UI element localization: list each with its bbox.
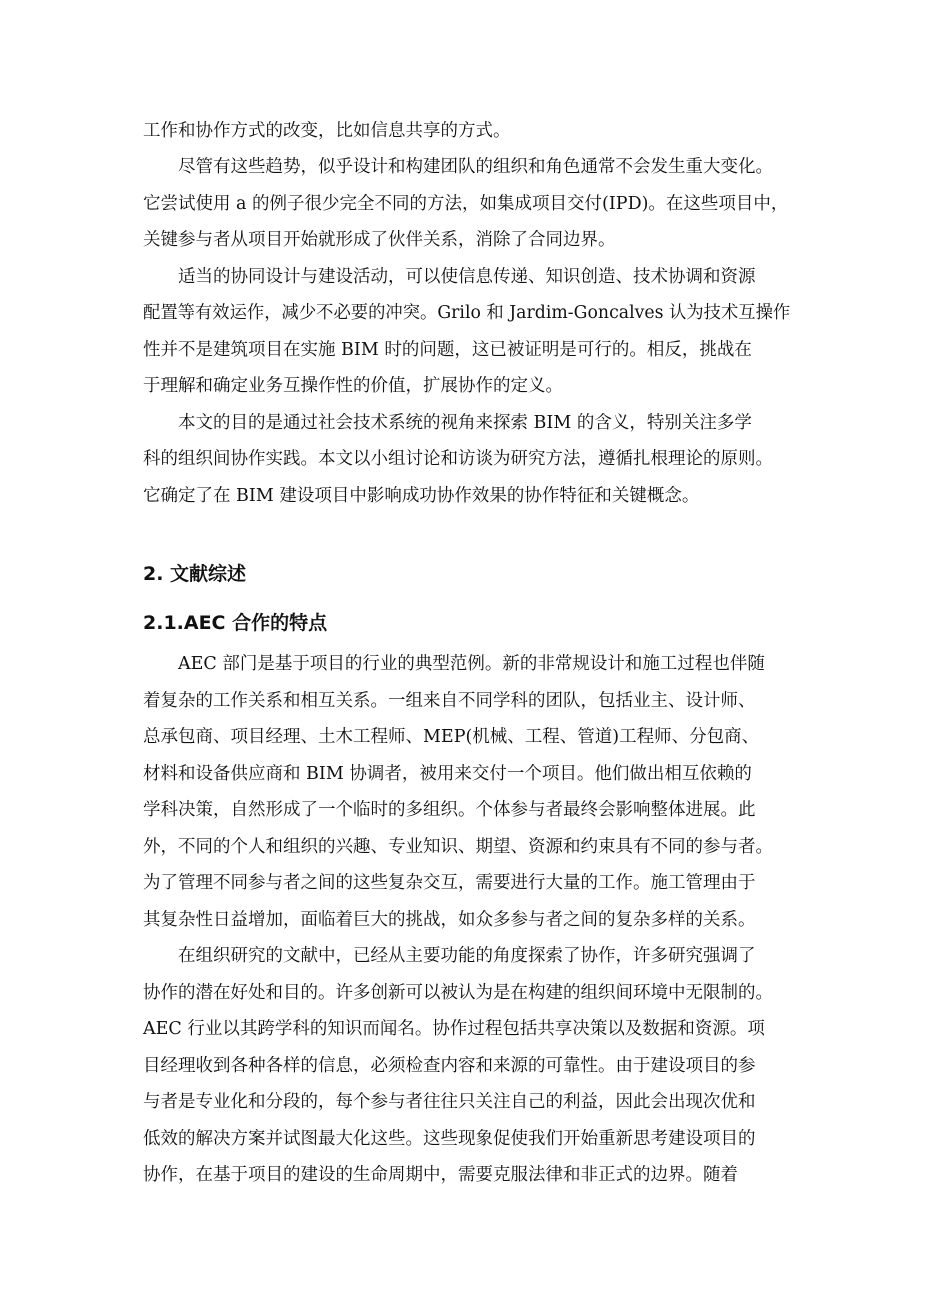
- section-paragraph-2-line-4: 目经理收到各种各样的信息，必须检查内容和来源的可靠性。由于建设项目的参: [143, 1056, 756, 1076]
- section-paragraph-1-line-2: 着复杂的工作关系和相互关系。一组来自不同学科的团队，包括业主、设计师、: [143, 691, 756, 711]
- paragraph-3-line-4: 于理解和确定业务互操作性的价值，扩展协作的定义。: [143, 376, 563, 396]
- paragraph-2-line-3: 关键参与者从项目开始就形成了伙伴关系，消除了合同边界。: [143, 230, 616, 250]
- section-heading: 2. 文献综述: [143, 563, 247, 585]
- section-paragraph-2-line-1: 在组织研究的文献中，已经从主要功能的角度探索了协作，许多研究强调了: [178, 946, 756, 966]
- paragraph-3-line-3: 性并不是建筑项目在实施 BIM 时的问题，这已被证明是可行的。相反，挑战在: [143, 340, 752, 360]
- section-paragraph-1-line-3: 总承包商、项目经理、土木工程师、MEP(机械、工程、管道)工程师、分包商、: [143, 727, 760, 747]
- section-paragraph-2-line-5: 与者是专业化和分段的，每个参与者往往只关注自己的利益，因此会出现次优和: [143, 1092, 756, 1112]
- section-paragraph-2-line-6: 低效的解决方案并试图最大化这些。这些现象促使我们开始重新思考建设项目的: [143, 1129, 756, 1149]
- paragraph-1-line-1: 工作和协作方式的改变，比如信息共享的方式。: [143, 121, 511, 141]
- section-paragraph-1-line-7: 为了管理不同参与者之间的这些复杂交互，需要进行大量的工作。施工管理由于: [143, 873, 756, 893]
- paragraph-2-line-1: 尽管有这些趋势，似乎设计和构建团队的组织和角色通常不会发生重大变化。: [178, 157, 773, 177]
- section-paragraph-1-line-6: 外，不同的个人和组织的兴趣、专业知识、期望、资源和约束具有不同的参与者。: [143, 837, 773, 857]
- paragraph-2-line-2: 它尝试使用 a 的例子很少完全不同的方法，如集成项目交付(IPD)。在这些项目中，: [143, 194, 789, 214]
- section-paragraph-1-line-5: 学科决策，自然形成了一个临时的多组织。个体参与者最终会影响整体进展。此: [143, 800, 756, 820]
- paragraph-4-line-3: 它确定了在 BIM 建设项目中影响成功协作效果的协作特征和关键概念。: [143, 486, 700, 506]
- paragraph-3-line-1: 适当的协同设计与建设活动，可以使信息传递、知识创造、技术协调和资源: [178, 267, 756, 287]
- section-paragraph-2-line-7: 协作，在基于项目的建设的生命周期中，需要克服法律和非正式的边界。随着: [143, 1165, 738, 1185]
- section-paragraph-2-line-3: AEC 行业以其跨学科的知识而闻名。协作过程包括共享决策以及数据和资源。项: [143, 1019, 765, 1039]
- section-paragraph-1-line-1: AEC 部门是基于项目的行业的典型范例。新的非常规设计和施工过程也伴随: [178, 654, 765, 674]
- paragraph-4-line-2: 科的组织间协作实践。本文以小组讨论和访谈为研究方法，遵循扎根理论的原则。: [143, 449, 773, 469]
- paragraph-3-line-2: 配置等有效运作，减少不必要的冲突。Grilo 和 Jardim-Goncalves 认为技术互操作: [143, 303, 791, 323]
- section-paragraph-1-line-8: 其复杂性日益增加，面临着巨大的挑战，如众多参与者之间的复杂多样的关系。: [143, 910, 756, 930]
- paragraph-4-line-1: 本文的目的是通过社会技术系统的视角来探索 BIM 的含义，特别关注多学: [178, 413, 752, 433]
- section-paragraph-2-line-2: 协作的潜在好处和目的。许多创新可以被认为是在构建的组织间环境中无限制的。: [143, 983, 773, 1003]
- subsection-heading: 2.1.AEC 合作的特点: [143, 612, 328, 634]
- section-paragraph-1-line-4: 材料和设备供应商和 BIM 协调者，被用来交付一个项目。他们做出相互依赖的: [143, 764, 752, 784]
